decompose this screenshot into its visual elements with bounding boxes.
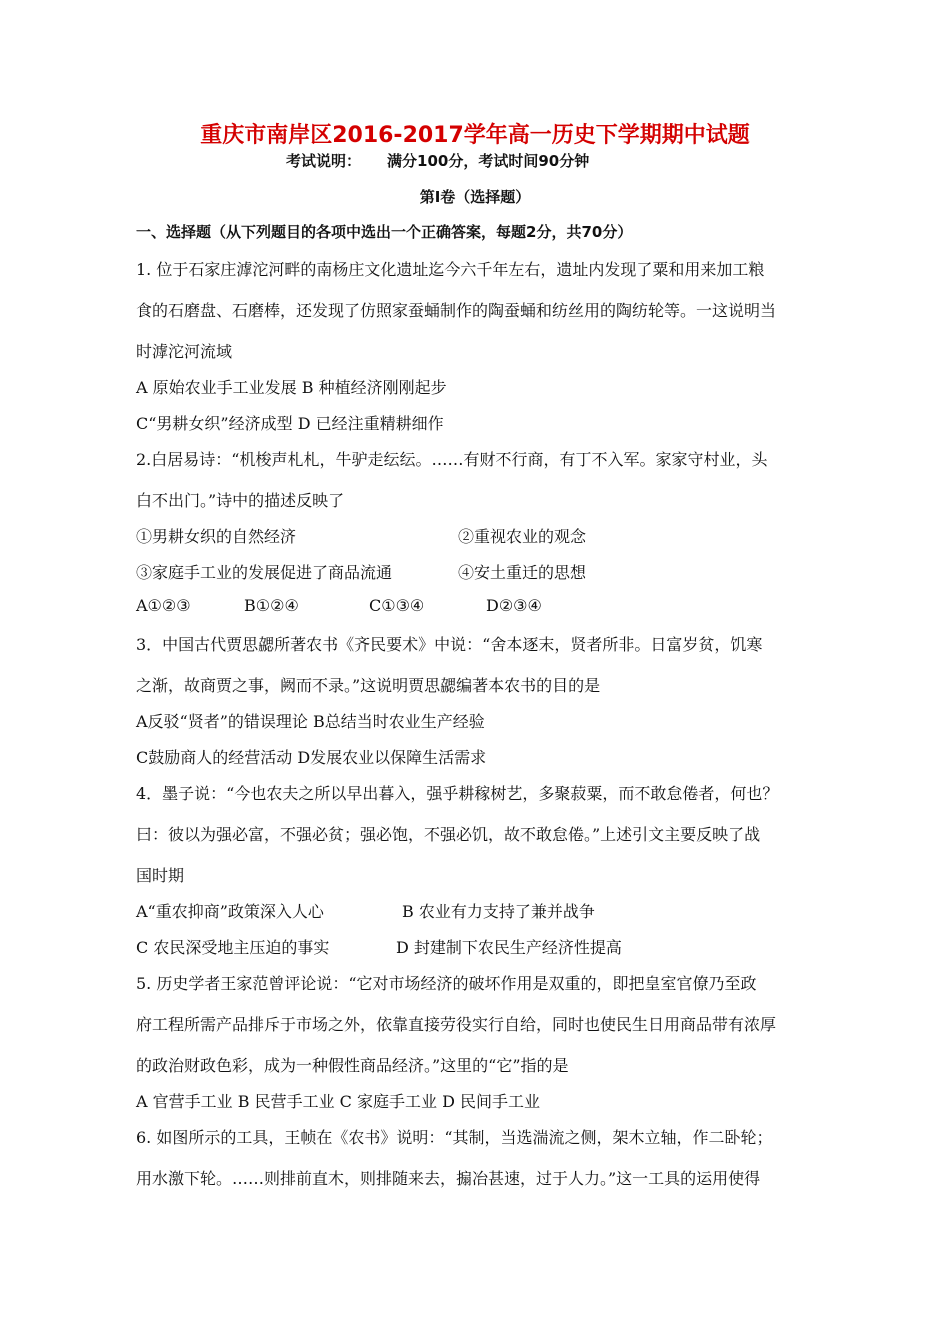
question-1-options: A 原始农业手工业发展 B 种植经济刚刚起步 <box>136 378 447 397</box>
question-3-options: C鼓励商人的经营活动 D发展农业以保障生活需求 <box>136 748 487 767</box>
question-2-item: ①男耕女织的自然经济 <box>136 527 297 546</box>
question-2-line: 白不出门。”诗中的描述反映了 <box>136 491 345 510</box>
question-2-option: A①②③ <box>136 596 191 615</box>
question-2-option: C①③④ <box>369 596 425 615</box>
section-heading: 一、选择题（从下列题目的各项中选出一个正确答案，每题2分，共70分） <box>136 223 633 241</box>
exam-note <box>286 150 615 171</box>
question-3-line: 3．中国古代贾思勰所著农书《齐民要术》中说：“舍本逐末，贤者所非。日富岁贫，饥寒 <box>136 635 763 654</box>
question-5-line: 5. 历史学者王家范曾评论说：“它对市场经济的破坏作用是双重的，即把皇室官僚乃至政 <box>136 974 757 993</box>
question-4-option: D 封建制下农民生产经济性提高 <box>396 938 622 957</box>
question-4-line: 国时期 <box>136 866 185 885</box>
question-1-line: 时滹沱河流域 <box>136 342 233 361</box>
question-2-option: D②③④ <box>486 596 542 615</box>
question-2-item: ④安土重迁的思想 <box>458 563 587 582</box>
question-4-option: A“重农抑商”政策深入人心 <box>136 902 324 921</box>
question-3-line: 之渐，故商贾之事，阙而不录。”这说明贾思勰编著本农书的目的是 <box>136 676 601 695</box>
question-4-line: 4．墨子说：“今也农夫之所以早出暮入，强乎耕稼树艺，多聚菽粟，而不敢怠倦者，何也？ <box>136 784 779 803</box>
question-2-item: ③家庭手工业的发展促进了商品流通 <box>136 563 393 582</box>
question-3-options: A反驳“贤者”的错误理论 B总结当时农业生产经验 <box>136 712 485 731</box>
part-heading: 第Ⅰ卷（选择题） <box>419 188 531 206</box>
question-6-line: 6. 如图所示的工具，王帧在《农书》说明：“其制，当选湍流之侧，架木立轴，作二卧轮； <box>136 1128 773 1147</box>
question-1-line: 1. 位于石家庄滹沱河畔的南杨庄文化遗址迄今六千年左右，遗址内发现了粟和用来加工粮 <box>136 260 765 279</box>
question-1-options: C“男耕女织”经济成型 D 已经注重精耕细作 <box>136 414 444 433</box>
exam-note-text: 满分100分，考试时间90分钟 <box>387 152 590 170</box>
question-4-option: B 农业有力支持了兼并战争 <box>402 902 595 921</box>
question-2-option: B①②④ <box>244 596 299 615</box>
exam-note-label: 考试说明： <box>286 152 362 170</box>
question-2-item: ②重视农业的观念 <box>458 527 587 546</box>
question-5-options: A 官营手工业 B 民营手工业 C 家庭手工业 D 民间手工业 <box>136 1092 540 1111</box>
question-6-line: 用水激下轮。……则排前直木，则排随来去，搧冶甚速，过于人力。”这一工具的运用使得 <box>136 1169 761 1188</box>
question-1-line: 食的石磨盘、石磨棒，还发现了仿照家蚕蛹制作的陶蚕蛹和纺丝用的陶纺轮等。一这说明当 <box>136 301 777 320</box>
question-4-line: 曰：彼以为强必富，不强必贫；强必饱，不强必饥，故不敢怠倦。”上述引文主要反映了战 <box>136 825 761 844</box>
question-5-line: 的政治财政色彩，成为一种假性商品经济。”这里的“它”指的是 <box>136 1056 569 1075</box>
question-2-line: 2.白居易诗：“机梭声札札，牛驴走纭纭。……有财不行商，有丁不入军。家家守村业，头 <box>136 450 768 469</box>
page-title: 重庆市南岸区2016-2017学年高一历史下学期期中试题 <box>200 123 750 148</box>
question-4-option: C 农民深受地主压迫的事实 <box>136 938 330 957</box>
question-5-line: 府工程所需产品排斥于市场之外，依靠直接劳役实行自给，同时也使民生日用商品带有浓厚 <box>136 1015 777 1034</box>
